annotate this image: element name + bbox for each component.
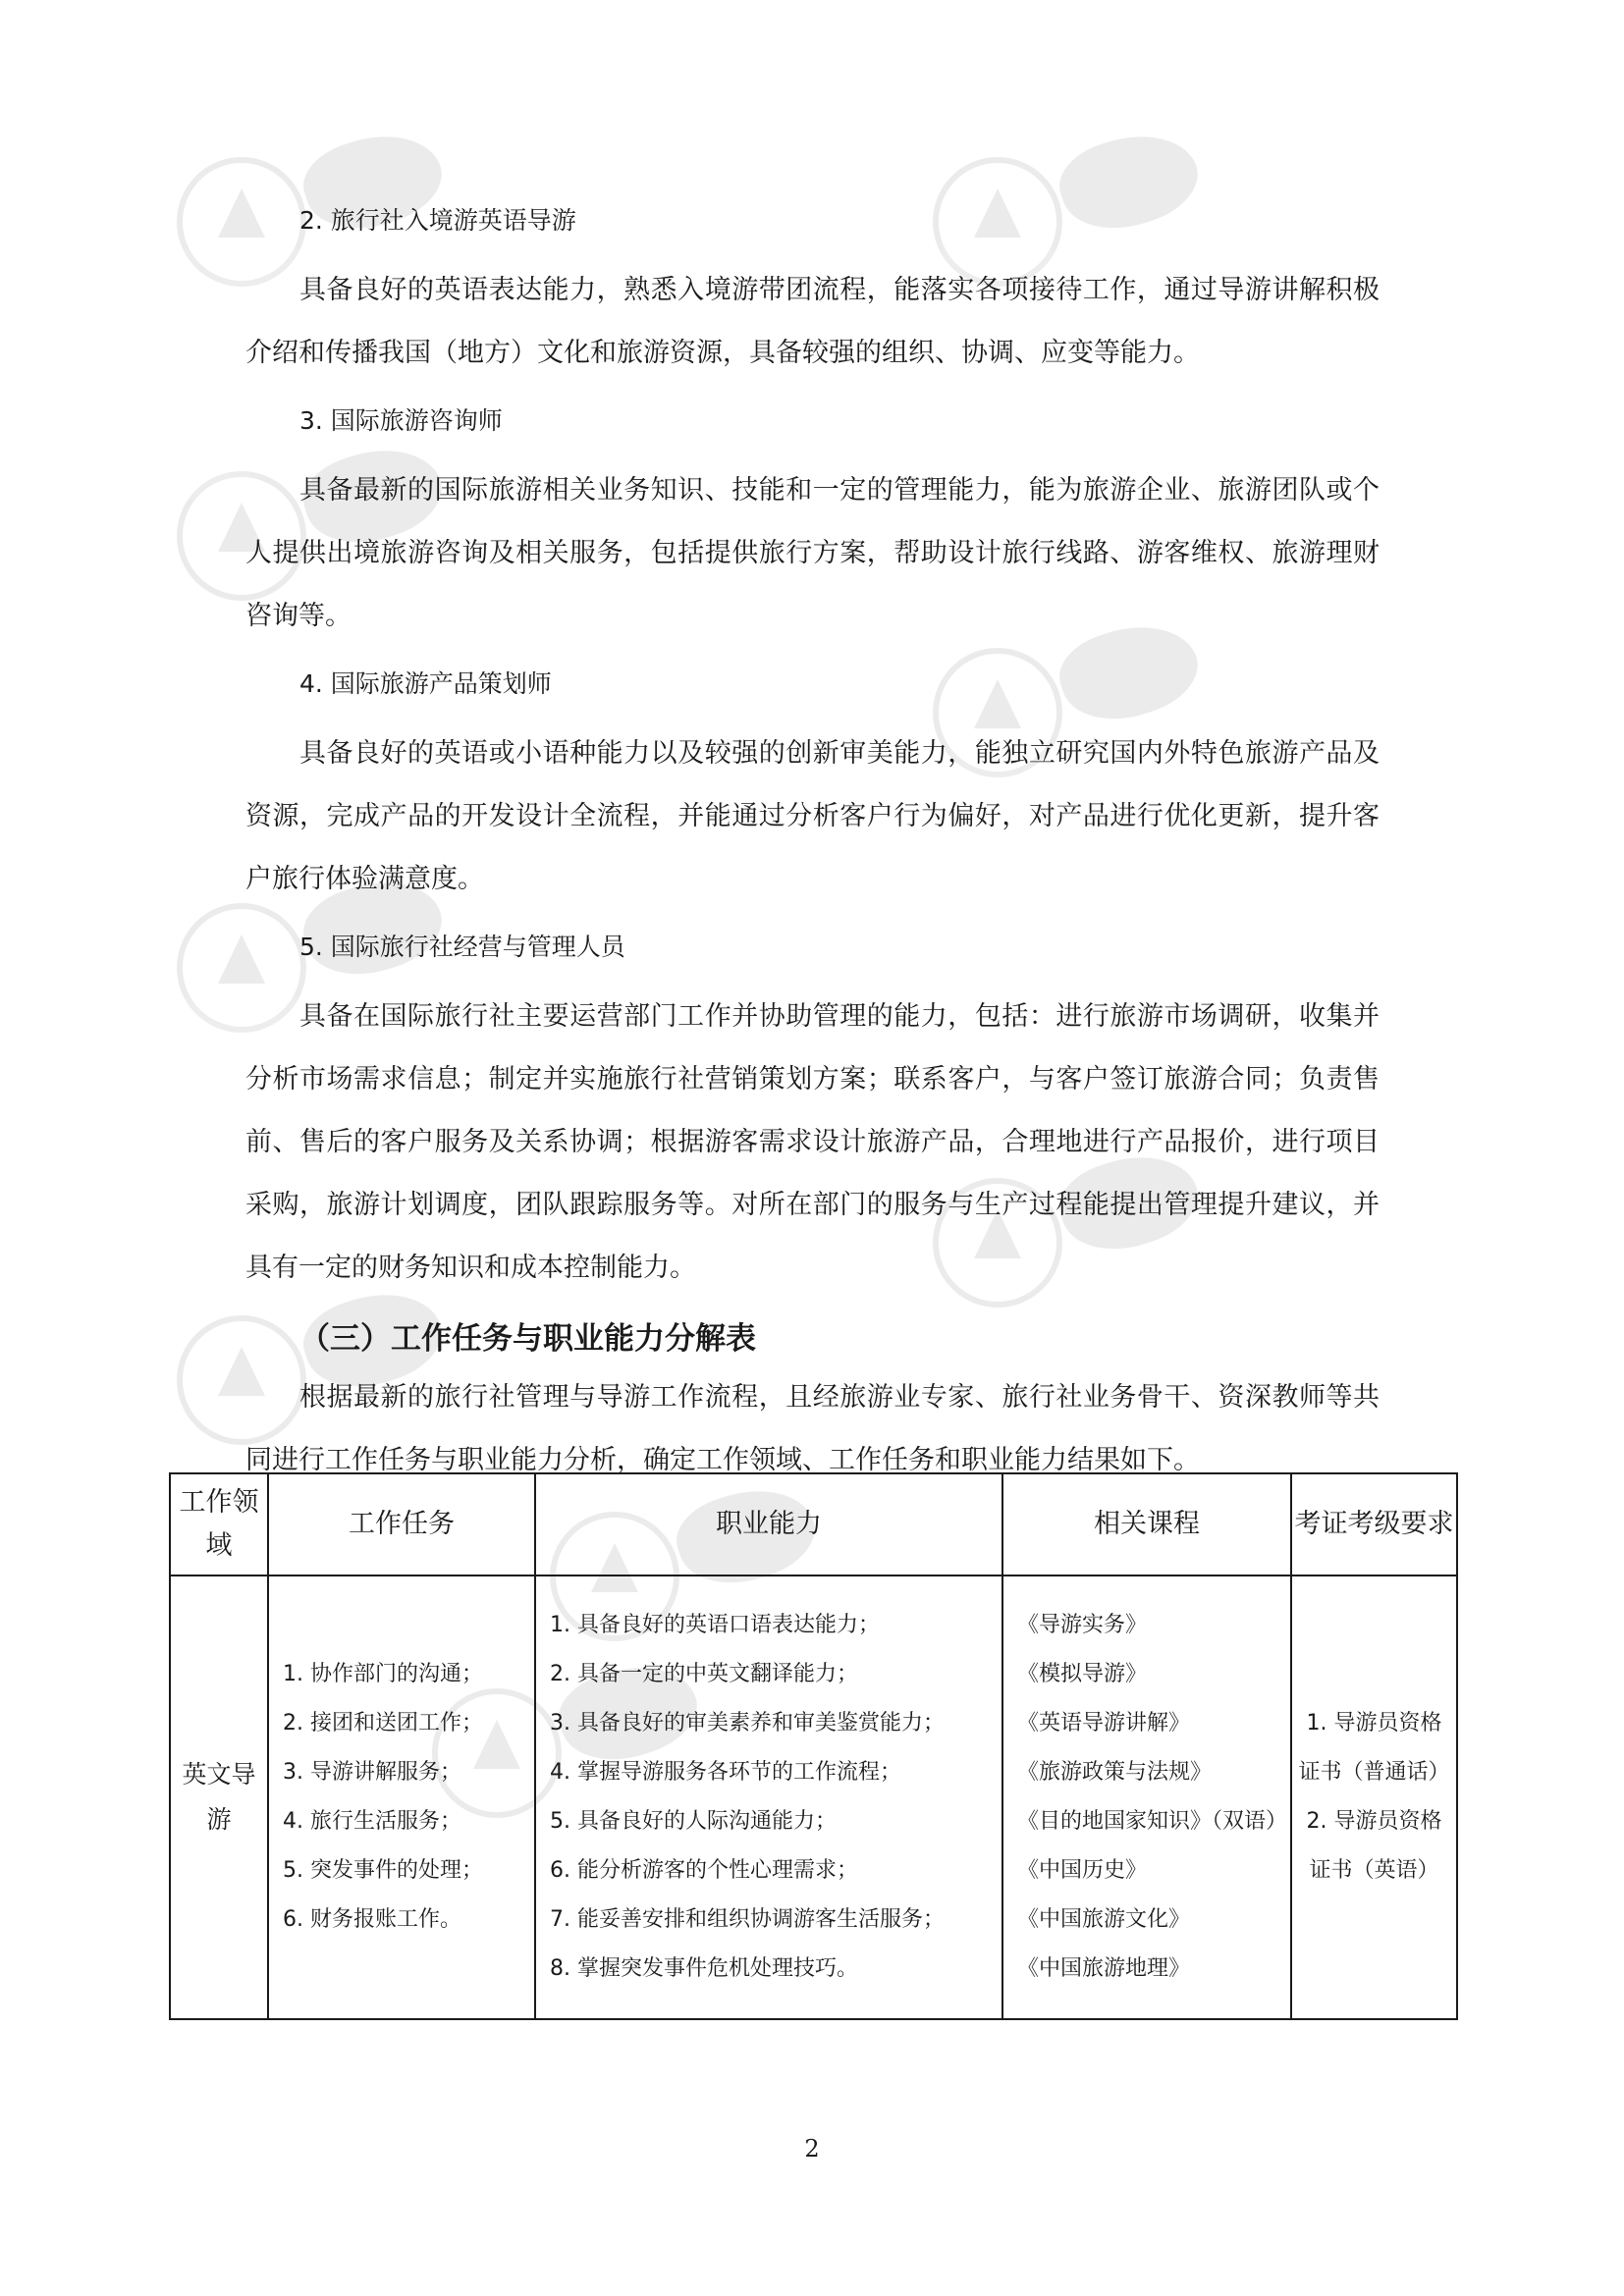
course-item: 《导游实务》 [1017,1613,1148,1637]
header-courses: 相关课程 [1002,1473,1291,1575]
course-item: 《旅游政策与法规》 [1017,1760,1213,1785]
ability-item: 7. 能妥善安排和组织协调游客生活服务； [550,1907,945,1932]
document-body [245,206,1380,1514]
course-item: 《中国历史》 [1017,1858,1148,1883]
job-title-travel-consultant: 3. 国际旅游咨询师 [299,406,503,435]
task-item: 6. 财务报账工作。 [283,1907,461,1932]
job-title-agency-manager: 5. 国际旅行社经营与管理人员 [299,933,625,961]
cell-domain: 英文导游 [170,1575,268,2019]
ability-item: 3. 具备良好的审美素养和审美鉴赏能力； [550,1711,945,1735]
ability-item: 6. 能分析游客的个性心理需求； [550,1858,858,1883]
header-abilities: 职业能力 [535,1473,1002,1575]
table-intro: 根据最新的旅行社管理与导游工作流程，且经旅游业专家、旅行社业务骨干、资深教师等共同进行工作任务与职业能力分析，确定工作领域、工作任务和职业能力结果如下。 [245,1382,1380,1475]
section-heading: （三）工作任务与职业能力分解表 [299,1321,756,1357]
job-description-inbound-guide: 具备良好的英语表达能力，熟悉入境游带团流程，能落实各项接待工作，通过导游讲解积极介绍和传播我国（地方）文化和旅游资源，具备较强的组织、协调、应变等能力。 [245,275,1380,368]
cell-courses [1002,1575,1291,2019]
course-item: 《中国旅游地理》 [1017,1956,1191,1981]
cell-tasks [268,1575,535,2019]
course-item: 《模拟导游》 [1017,1662,1148,1686]
competency-table [169,1472,1458,2020]
course-item: 《中国旅游文化》 [1017,1907,1191,1932]
header-certificates: 考证考级要求 [1291,1473,1457,1575]
cell-abilities [535,1575,1002,2019]
course-item: 《目的地国家知识》（双语） [1017,1809,1288,1834]
task-item: 4. 旅行生活服务； [283,1809,461,1834]
cell-certificates [1291,1575,1457,2019]
job-title-product-planner: 4. 国际旅游产品策划师 [299,669,552,698]
ability-item: 5. 具备良好的人际沟通能力； [550,1809,837,1834]
table-row [170,1575,1457,2019]
task-item: 5. 突发事件的处理； [283,1858,483,1883]
job-title-inbound-guide: 2. 旅行社入境游英语导游 [299,206,576,235]
header-work-tasks: 工作任务 [268,1473,535,1575]
ability-item: 1. 具备良好的英语口语表达能力； [550,1613,880,1637]
table-header-row [170,1473,1457,1575]
ability-item: 2. 具备一定的中英文翻译能力； [550,1662,858,1686]
job-description-travel-consultant: 具备最新的国际旅游相关业务知识、技能和一定的管理能力，能为旅游企业、旅游团队或个人提供出境旅游咨询及相关服务，包括提供旅行方案，帮助设计旅行线路、游客维权、旅游理财咨询等。 [245,475,1380,631]
certificate-item: 2. 导游员资格证书（英语） [1306,1809,1442,1883]
task-item: 3. 导游讲解服务； [283,1760,461,1785]
course-item: 《英语导游讲解》 [1017,1711,1191,1735]
certificate-item: 1. 导游员资格证书（普通话） [1298,1711,1450,1785]
job-description-product-planner: 具备良好的英语或小语种能力以及较强的创新审美能力，能独立研究国内外特色旅游产品及资源，完成产品的开发设计全流程，并能通过分析客户行为偏好，对产品进行优化更新，提升客户旅行体验满意度。 [245,738,1380,894]
job-description-agency-manager: 具备在国际旅行社主要运营部门工作并协助管理的能力，包括：进行旅游市场调研，收集并分析市场需求信息；制定并实施旅行社营销策划方案；联系客户，与客户签订旅游合同；负责售前、售后的客户服务及关系协调；根据游客需求设计旅游产品，合理地进行产品报价，进行项目采购，旅游计划调度，团队跟踪服务等。对所在部门的服务与生产过程能提出管理提升建议，并具有一定的财务知识和成本控制能力。 [245,1001,1380,1283]
task-item: 2. 接团和送团工作； [283,1711,483,1735]
header-work-domain: 工作领域 [170,1473,268,1575]
ability-item: 4. 掌握导游服务各环节的工作流程； [550,1760,901,1785]
ability-item: 8. 掌握突发事件危机处理技巧。 [550,1956,858,1981]
page-number: 2 [804,2135,820,2163]
task-item: 1. 协作部门的沟通； [283,1662,483,1686]
